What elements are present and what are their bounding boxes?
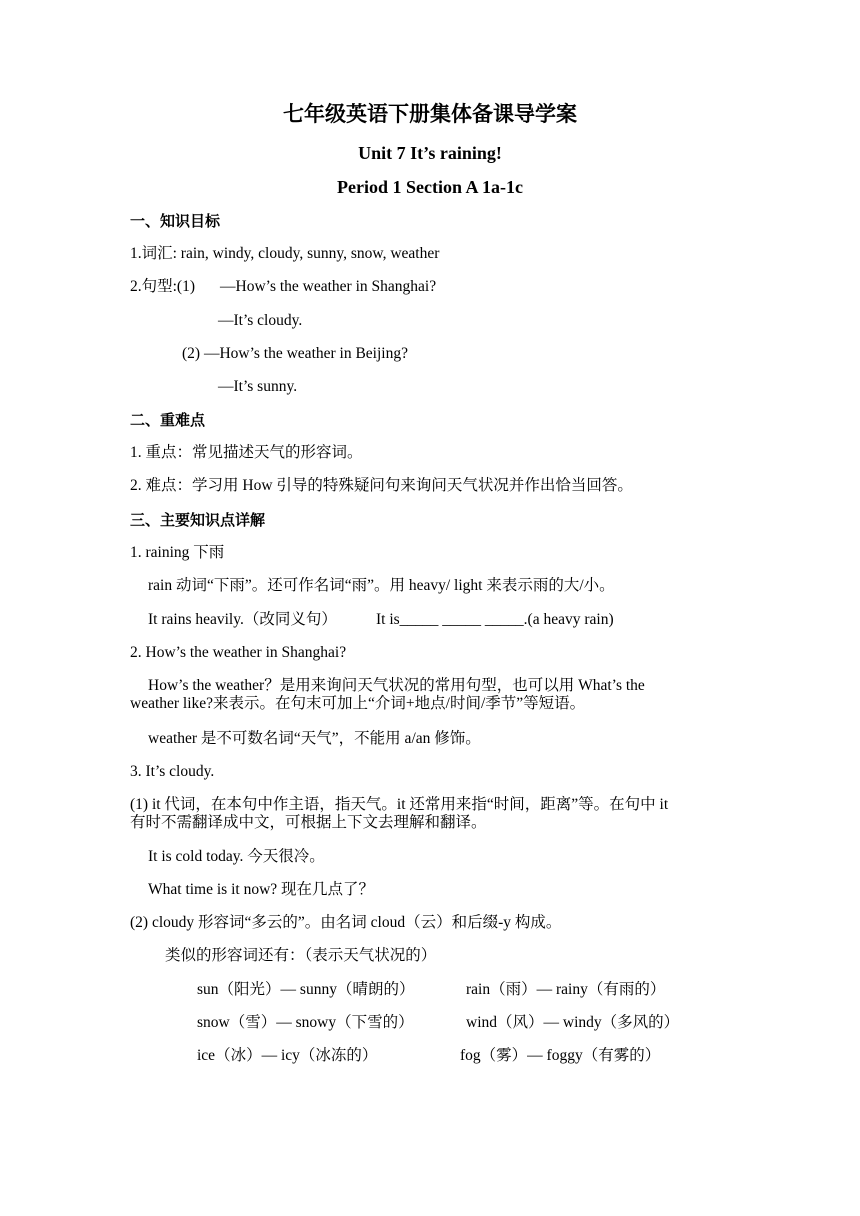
pattern-question-2: (2) —How’s the weather in Beijing? bbox=[182, 345, 408, 362]
sentence-pattern-label: 2.句型:(1) bbox=[130, 278, 196, 295]
section-heading-details: 三、主要知识点详解 bbox=[130, 511, 266, 529]
word-pair-right: fog（雾）— foggy（有雾的） bbox=[460, 1047, 661, 1064]
section-heading-objectives: 一、知识目标 bbox=[130, 212, 221, 230]
vocabulary-line: 1.词汇: rain, windy, cloudy, sunny, snow, weather bbox=[130, 245, 440, 262]
point-3-title: 3. It’s cloudy. bbox=[130, 763, 215, 780]
point-2-title: 2. How’s the weather in Shanghai? bbox=[130, 644, 347, 661]
period-title: Period 1 Section A 1a-1c bbox=[337, 177, 523, 197]
word-pair-left: sun（阳光）— sunny（晴朗的） bbox=[197, 981, 415, 998]
section-heading-key-points: 二、重难点 bbox=[130, 411, 206, 429]
word-pair-right: rain（雨）— rainy（有雨的） bbox=[466, 981, 666, 998]
point-3-1-line-1: (1) it 代词，在本句中作主语，指天气。it 还常用来指“时间，距离”等。在句中 it bbox=[130, 796, 669, 813]
difficult-point-line: 2. 难点：学习用 How 引导的特殊疑问句来询问天气状况并作出恰当回答。 bbox=[130, 477, 633, 494]
key-point-line: 1. 重点：常见描述天气的形容词。 bbox=[130, 444, 363, 461]
point-2-explanation-line-2: weather like?来表示。在句末可加上“介词+地点/时间/季节”等短语。 bbox=[130, 695, 586, 712]
word-pair-left: ice（冰）— icy（冰冻的） bbox=[197, 1047, 378, 1064]
example-sentence-2: What time is it now? 现在几点了？ bbox=[148, 881, 375, 898]
pattern-question-1: —How’s the weather in Shanghai? bbox=[220, 278, 437, 295]
word-pair-right: wind（风）— windy（多风的） bbox=[466, 1014, 680, 1031]
example-sentence-1: It is cold today. 今天很冷。 bbox=[148, 848, 325, 865]
point-2-explanation-line-1: How’s the weather？是用来询问天气状况的常用句型，也可以用 What’s the bbox=[148, 677, 645, 694]
word-pair-left: snow（雪）— snowy（下雪的） bbox=[197, 1014, 414, 1031]
pattern-answer-1: —It’s cloudy. bbox=[218, 312, 303, 329]
point-2-note: weather 是不可数名词“天气”，不能用 a/an 修饰。 bbox=[148, 730, 481, 747]
point-1-exercise-blank: It is_____ _____ _____.(a heavy rain) bbox=[376, 611, 614, 628]
point-1-exercise-prompt: It rains heavily.（改同义句） bbox=[148, 611, 337, 628]
similar-adjectives-intro: 类似的形容词还有：（表示天气状况的） bbox=[165, 947, 437, 964]
point-1-title: 1. raining 下雨 bbox=[130, 544, 225, 561]
document-title: 七年级英语下册集体备课导学案 bbox=[283, 101, 577, 126]
unit-title: Unit 7 It’s raining! bbox=[358, 143, 502, 163]
pattern-answer-2: —It’s sunny. bbox=[218, 378, 298, 395]
point-3-1-line-2: 有时不需翻译成中文，可根据上下文去理解和翻译。 bbox=[130, 814, 487, 831]
point-3-2-line: (2) cloudy 形容词“多云的”。由名词 cloud（云）和后缀-y 构成。 bbox=[130, 914, 562, 931]
point-1-description: rain 动词“下雨”。还可作名词“雨”。用 heavy/ light 来表示雨的大/小。 bbox=[148, 577, 615, 594]
